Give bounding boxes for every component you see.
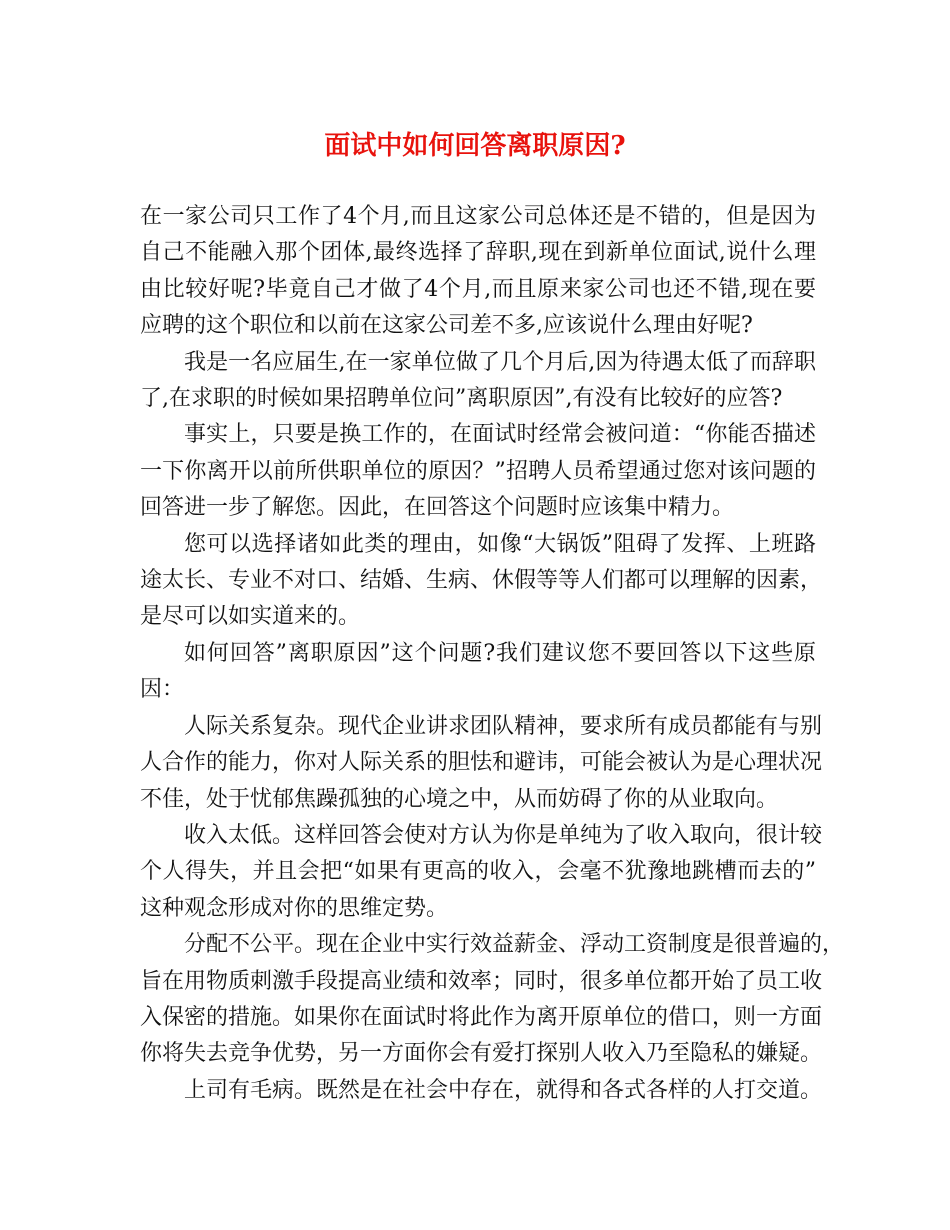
paragraph: [140, 345, 816, 418]
document-body: [140, 199, 845, 1109]
text-line: 我是一名应届生,在一家单位做了几个月后,因为待遇太低了而辞职: [184, 349, 816, 375]
text-line: 人合作的能力，你对人际关系的胆怯和避讳，可能会被认为是心理状况: [140, 750, 823, 776]
text-line: 个人得失，并且会把“如果有更高的收入，会毫不犹豫地跳槽而去的”: [140, 859, 816, 885]
text-line: 人际关系复杂。现代企业讲求团队精神，要求所有成员都能有与别: [184, 713, 823, 739]
text-line: 分配不公平。现在企业中实行效益薪金、浮动工资制度是很普遍的，: [184, 932, 845, 958]
text-line: 如何回答”离职原因”这个问题?我们建议您不要回答以下这些原: [184, 640, 816, 666]
text-line: 收入太低。这样回答会使对方认为你是单纯为了收入取向，很计较: [184, 822, 823, 848]
text-line: 上司有毛病。既然是在社会中存在，就得和各式各样的人打交道。: [184, 1077, 823, 1103]
paragraph: [140, 1073, 823, 1109]
paragraph: [140, 636, 816, 709]
text-line: 旨在用物质刺激手段提高业绩和效率；同时，很多单位都开始了员工收: [140, 968, 823, 994]
text-line: 一下你离开以前所供职单位的原因？”招聘人员希望通过您对该问题的: [140, 458, 816, 484]
paragraph: [140, 818, 823, 927]
text-line: 回答进一步了解您。因此，在回答这个问题时应该集中精力。: [140, 495, 735, 521]
text-line: 你将失去竞争优势，另一方面你会有爱打探别人收入乃至隐私的嫌疑。: [140, 1041, 823, 1067]
text-line: 是尽可以如实道来的。: [140, 604, 361, 630]
text-line: 因：: [140, 677, 185, 703]
text-line: 由比较好呢?毕竟自己才做了4个月,而且原来家公司也还不错,现在要: [140, 276, 816, 302]
text-line: 自己不能融入那个团体,最终选择了辞职,现在到新单位面试,说什么理: [140, 240, 816, 266]
paragraph: [140, 709, 823, 818]
text-line: 应聘的这个职位和以前在这家公司差不多,应该说什么理由好呢?: [140, 313, 753, 339]
text-line: 了,在求职的时候如果招聘单位问”离职原因”,有没有比较好的应答?: [140, 386, 783, 412]
text-line: 在一家公司只工作了4个月,而且这家公司总体还是不错的，但是因为: [140, 204, 816, 229]
document-title: 面试中如何回答离职原因?: [324, 131, 626, 161]
text-line: 您可以选择诸如此类的理由，如像“大锅饭”阻碍了发挥、上班路: [184, 531, 816, 557]
text-line: 不佳，处于忧郁焦躁孤独的心境之中，从而妨碍了你的从业取向。: [140, 786, 779, 812]
text-line: 这种观念形成对你的思维定势。: [140, 895, 449, 921]
text-line: 途太长、专业不对口、结婚、生病、休假等等人们都可以理解的因素，: [140, 568, 823, 594]
paragraph: [140, 417, 816, 526]
text-line: 入保密的措施。如果你在面试时将此作为离开原单位的借口，则一方面: [140, 1004, 823, 1030]
paragraph: [140, 927, 845, 1073]
paragraph: [140, 199, 816, 345]
paragraph: [140, 527, 823, 636]
text-line: 事实上，只要是换工作的，在面试时经常会被问道：“你能否描述: [184, 422, 816, 448]
